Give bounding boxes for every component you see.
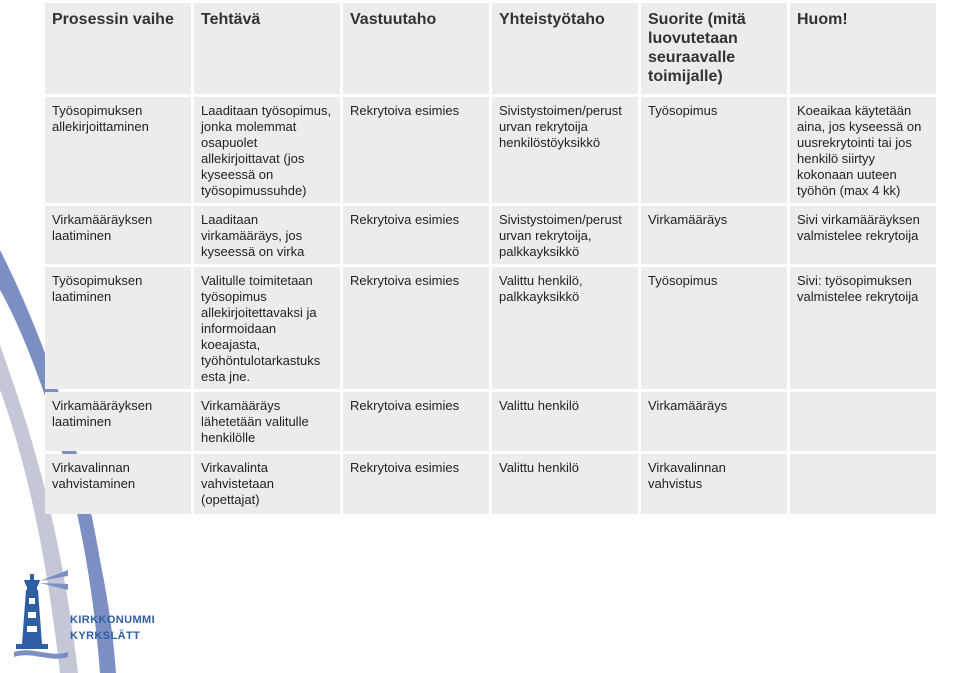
kirkkonummi-lighthouse-logo: [12, 540, 162, 665]
cell-note: Sivi: työsopimuksen valmistelee rekrytoija: [790, 267, 936, 389]
table-row: [45, 206, 936, 264]
cell-responsible: Rekrytoiva esimies: [343, 454, 489, 514]
cell-phase: Työsopimuksen allekirjoittaminen: [45, 97, 191, 203]
cell-responsible: Rekrytoiva esimies: [343, 97, 489, 203]
cell-output: Virkamääräys: [641, 392, 787, 451]
header-task: Tehtävä: [194, 3, 340, 94]
cell-cooperation: Valittu henkilö: [492, 454, 638, 514]
header-cooperation: Yhteistyötaho: [492, 3, 638, 94]
table-row: [45, 454, 936, 514]
header-note: Huom!: [790, 3, 936, 94]
table-row: [45, 267, 936, 389]
cell-cooperation: Valittu henkilö, palkkayksikkö: [492, 267, 638, 389]
cell-output: Virkamääräys: [641, 206, 787, 264]
cell-note: [790, 392, 936, 451]
cell-output: Työsopimus: [641, 97, 787, 203]
cell-task: Virkamääräys lähetetään valitulle henkilölle: [194, 392, 340, 451]
cell-task: Virkavalinta vahvistetaan (opettajat): [194, 454, 340, 514]
cell-responsible: Rekrytoiva esimies: [343, 206, 489, 264]
cell-task: Laaditaan virkamääräys, jos kyseessä on virka: [194, 206, 340, 264]
cell-responsible: Rekrytoiva esimies: [343, 267, 489, 389]
cell-cooperation: Sivistystoimen/perust urvan rekrytoija, palkkayksikkö: [492, 206, 638, 264]
table-row: [45, 392, 936, 451]
header-row: [45, 3, 936, 94]
cell-task: Valitulle toimitetaan työsopimus allekirjoitettavaksi ja informoidaan koeajasta, työhöntulotarkastuks esta jne.: [194, 267, 340, 389]
logo-line-2: KYRKSLÄTT: [70, 630, 141, 642]
header-process-phase: Prosessin vaihe: [45, 3, 191, 94]
cell-task: Laaditaan työsopimus, jonka molemmat osapuolet allekirjoittavat (jos kyseessä on työsopimussuhde): [194, 97, 340, 203]
process-table: [42, 0, 939, 517]
logo-line-1: KIRKKONUMMI: [70, 614, 156, 626]
cell-phase: Virkamääräyksen laatiminen: [45, 206, 191, 264]
cell-cooperation: Valittu henkilö: [492, 392, 638, 451]
table-row: [45, 97, 936, 203]
cell-phase: Työsopimuksen laatiminen: [45, 267, 191, 389]
cell-output: Työsopimus: [641, 267, 787, 389]
cell-note: [790, 454, 936, 514]
cell-responsible: Rekrytoiva esimies: [343, 392, 489, 451]
cell-phase: Virkamääräyksen laatiminen: [45, 392, 191, 451]
cell-cooperation: Sivistystoimen/perust urvan rekrytoija henkilöstöyksikkö: [492, 97, 638, 203]
cell-output: Virkavalinnan vahvistus: [641, 454, 787, 514]
cell-note: Koeaikaa käytetään aina, jos kyseessä on uusrekrytointi tai jos henkilö siirtyy kokonaan uuteen työhön (max 4 kk): [790, 97, 936, 203]
cell-phase: Virkavalinnan vahvistaminen: [45, 454, 191, 514]
header-responsible: Vastuutaho: [343, 3, 489, 94]
cell-note: Sivi virkamääräyksen valmistelee rekrytoija: [790, 206, 936, 264]
header-output: Suorite (mitä luovutetaan seuraavalle toimijalle): [641, 3, 787, 94]
